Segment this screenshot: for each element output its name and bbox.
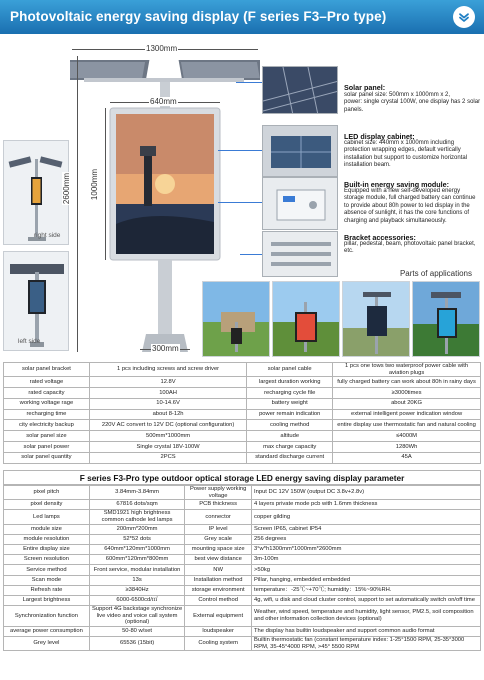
right-side-thumbnail xyxy=(3,140,72,245)
display-param-label-cell: mounting space size xyxy=(185,544,252,554)
battery-spec-label-cell: city electricity backup xyxy=(4,420,90,431)
application-photo-2 xyxy=(272,281,340,357)
display-param-value-cell: Front service, modular installation xyxy=(89,565,184,575)
battery-spec-value-cell: entire display use thermostatic fan and natural cooling xyxy=(333,420,481,431)
display-param-row xyxy=(4,585,481,595)
application-photo-1 xyxy=(202,281,270,357)
display-param-row xyxy=(4,595,481,605)
base-width-label: 300mm xyxy=(152,344,179,353)
display-param-label-cell: External equipment xyxy=(185,606,252,627)
display-param-value-cell: Input DC 12V 150W (output DC 3.8v+2.8v) xyxy=(252,486,481,500)
battery-spec-value-cell: about 20KG xyxy=(333,398,481,409)
energy-module-title: Built-in energy saving module: xyxy=(344,180,450,189)
display-param-row xyxy=(4,606,481,627)
led-cabinet-text: cabinet size: 440mm x 1000mm including protection wrapping edges, default vertically installation but support to customize horizontal installation beam. xyxy=(344,140,468,169)
display-param-row xyxy=(4,510,481,524)
display-param-label-cell: Largest brightness xyxy=(4,595,90,605)
battery-spec-value-cell: external intelligent power indication window xyxy=(333,409,481,420)
battery-spec-value-cell: 1280Wh xyxy=(333,441,481,452)
bracket-leader xyxy=(240,254,262,255)
display-param-row xyxy=(4,637,481,651)
display-param-row xyxy=(4,575,481,585)
display-param-value-cell: SMD1921 high brightness common cathode led lamps xyxy=(89,510,184,524)
right-side-photo xyxy=(4,141,72,245)
battery-spec-label-cell: max charge capacity xyxy=(247,441,333,452)
display-param-value-cell: 600mm*120mm*800mm xyxy=(89,555,184,565)
display-param-value-cell: >50kg xyxy=(252,565,481,575)
display-param-value-cell: 256 degrees xyxy=(252,534,481,544)
solar-panel-photo xyxy=(262,66,338,114)
display-param-label-cell: module resolution xyxy=(4,534,90,544)
panel-width-label: 1300mm xyxy=(146,44,178,53)
battery-spec-value-cell: 100AH xyxy=(89,387,246,398)
battery-spec-label-cell: battery weight xyxy=(247,398,333,409)
display-param-label-cell: Led lamps xyxy=(4,510,90,524)
battery-spec-value-cell: 220V AC convert to 12V DC (optional configuration) xyxy=(89,420,246,431)
battery-spec-row xyxy=(4,409,481,420)
page-title: Photovoltaic energy saving display (F series F3–Pro type) xyxy=(10,9,387,24)
display-param-label-cell: Power supply working voltage xyxy=(185,486,252,500)
battery-spec-value-cell: ≥3000times xyxy=(333,387,481,398)
chevron-down-icon xyxy=(457,10,471,24)
solar-panel-text: solar panel size: 500mm x 1000mm x 2, power: single crystal 100W, one display has 2 solar panels. xyxy=(344,92,481,113)
cabinet-width-label: 640mm xyxy=(150,97,177,106)
solar-panel-title: Solar panel: xyxy=(344,83,386,92)
display-param-label-cell: Grey scale xyxy=(185,534,252,544)
solar-panel-leader xyxy=(236,82,262,83)
energy-module-leader xyxy=(218,202,262,203)
cabinet-height-label: 1000mm xyxy=(90,168,100,201)
solar-panels xyxy=(70,60,260,82)
battery-spec-label-cell: recharging cycle file xyxy=(247,387,333,398)
battery-spec-row xyxy=(4,452,481,463)
display-parameter-table xyxy=(3,470,481,651)
battery-spec-label-cell: solar panel quantity xyxy=(4,452,90,463)
battery-spec-row xyxy=(4,387,481,398)
battery-spec-value-cell: about 8-12h xyxy=(89,409,246,420)
battery-spec-value-cell: 12.8V xyxy=(89,377,246,388)
display-param-value-cell: The display has builtin loudspeaker and support common audio format xyxy=(252,626,481,636)
battery-spec-label-cell: cooling method xyxy=(247,420,333,431)
battery-spec-row xyxy=(4,420,481,431)
display-param-value-cell: ≥3840Hz xyxy=(89,585,184,595)
display-param-label-cell: module size xyxy=(4,524,90,534)
display-param-label-cell: Grey level xyxy=(4,637,90,651)
bracket-photo xyxy=(262,231,338,277)
display-param-value-cell: Screen IP65, cabinet IP54 xyxy=(252,524,481,534)
display-param-row xyxy=(4,534,481,544)
left-side-thumbnail xyxy=(3,251,69,351)
application-photo-3 xyxy=(342,281,410,357)
battery-spec-value-cell: 1 pcs including screws and screw driver xyxy=(89,363,246,377)
display-param-label-cell: Service method xyxy=(4,565,90,575)
led-cabinet xyxy=(110,108,220,260)
battery-spec-label-cell: solar panel power xyxy=(4,441,90,452)
display-param-row xyxy=(4,500,481,510)
battery-spec-value-cell: 500mm*1000mm xyxy=(89,431,246,442)
battery-spec-label-cell: altitude xyxy=(247,431,333,442)
display-param-value-cell: 3°w*h1300mm*1000mm*2600mm xyxy=(252,544,481,554)
battery-spec-label-cell: solar panel cable xyxy=(247,363,333,377)
display-param-label-cell: Synchronization function xyxy=(4,606,90,627)
display-param-label-cell: average power consumption xyxy=(4,626,90,636)
display-param-row xyxy=(4,486,481,500)
display-param-label-cell: Refresh rate xyxy=(4,585,90,595)
display-param-label-cell: loudspeaker xyxy=(185,626,252,636)
display-param-row xyxy=(4,524,481,534)
display-param-value-cell: 52*52 dots xyxy=(89,534,184,544)
left-side-photo xyxy=(4,252,69,351)
battery-spec-label-cell: standard discharge current xyxy=(247,452,333,463)
display-param-value-cell: 4g, wifi, u disk and cloud cluster control, support to set automatically switch on/off time xyxy=(252,595,481,605)
display-param-row xyxy=(4,626,481,636)
display-param-label-cell: IP level xyxy=(185,524,252,534)
battery-spec-value-cell: 1 pcs one tows two waterproof power cable with aviation plugs xyxy=(333,363,481,377)
battery-spec-value-cell: 10-14.6V xyxy=(89,398,246,409)
chevron-down-circle-icon[interactable] xyxy=(453,6,475,28)
display-param-row xyxy=(4,555,481,565)
battery-spec-label-cell: working voltage rage xyxy=(4,398,90,409)
led-cabinet-leader xyxy=(218,150,262,151)
display-param-value-cell: 640mm*120mm*1000mm xyxy=(89,544,184,554)
battery-spec-label-cell: solar panel bracket xyxy=(4,363,90,377)
display-param-label-cell: Control method xyxy=(185,595,252,605)
display-param-value-cell: 4 layers private mode pcb with 1.6mm thickness xyxy=(252,500,481,510)
display-param-value-cell: 3m-100m xyxy=(252,555,481,565)
battery-spec-value-cell: fully charged battery can work about 80h in rainy days xyxy=(333,377,481,388)
battery-spec-value-cell: 2PCS xyxy=(89,452,246,463)
left-side-label: left side xyxy=(18,338,41,345)
display-param-label-cell: PCB thickness xyxy=(185,500,252,510)
battery-spec-value-cell: 45A xyxy=(333,452,481,463)
application-photo-4 xyxy=(412,281,480,357)
battery-spec-row xyxy=(4,398,481,409)
display-param-value-cell: Pillar, hanging, embedded embedded xyxy=(252,575,481,585)
display-param-label-cell: pixel density xyxy=(4,500,90,510)
display-param-label-cell: Entire display size xyxy=(4,544,90,554)
battery-spec-row xyxy=(4,441,481,452)
product-section xyxy=(0,34,484,362)
display-param-value-cell: 65536 (15bit) xyxy=(89,637,184,651)
display-param-label-cell: connector xyxy=(185,510,252,524)
display-param-label-cell: Scan mode xyxy=(4,575,90,585)
display-param-value-cell: Builtin thermostatic fan (constant temperature index: 1-25°1500 RPM, 25-35°3000 RPM, 35-45°4000 RPM, >45° 5500 RPM xyxy=(252,637,481,651)
display-param-value-cell: 13s xyxy=(89,575,184,585)
right-side-label: right side xyxy=(34,232,61,239)
energy-module-text: Equipped with a new self-developed energy storage module, full charged battery can continue to provide about 80h power to led display in the absence of sunlight, it has the core functions of charging and playback simultaneously. xyxy=(344,188,476,224)
battery-spec-value-cell: Single crystal 18V-100W xyxy=(89,441,246,452)
display-param-label-cell: best view distance xyxy=(185,555,252,565)
battery-spec-label-cell: largest duration working xyxy=(247,377,333,388)
battery-spec-value-cell: ≤4000M xyxy=(333,431,481,442)
display-param-label-cell: storage environment xyxy=(185,585,252,595)
bracket-text: pillar, pedestal, beam, photovoltaic panel bracket, etc. xyxy=(344,241,476,255)
battery-spec-label-cell: solar panel size xyxy=(4,431,90,442)
display-param-label-cell: Cooling system xyxy=(185,637,252,651)
display-param-value-cell: copper gilding xyxy=(252,510,481,524)
display-param-value-cell: 67816 dots/sqm xyxy=(89,500,184,510)
bracket-title: Bracket accessories: xyxy=(344,233,416,242)
led-cabinet-title: LED display cabinet: xyxy=(344,132,415,141)
battery-spec-table xyxy=(3,362,481,464)
battery-spec-row xyxy=(4,377,481,388)
battery-spec-label-cell: power remain indication xyxy=(247,409,333,420)
display-param-row xyxy=(4,544,481,554)
led-cabinet-photo xyxy=(262,125,338,177)
battery-spec-label-cell: recharging time xyxy=(4,409,90,420)
display-param-value-cell: 6000-6500cd/㎡ xyxy=(89,595,184,605)
battery-spec-label-cell: rated capacity xyxy=(4,387,90,398)
display-param-row xyxy=(4,565,481,575)
display-param-label-cell: pixel pitch xyxy=(4,486,90,500)
page-header xyxy=(0,0,484,34)
battery-spec-row xyxy=(4,363,481,377)
energy-module-photo xyxy=(262,177,338,230)
display-param-label-cell: Installation method xyxy=(185,575,252,585)
battery-spec-row xyxy=(4,431,481,442)
parameter-table-title: F series F3-Pro type outdoor optical storage LED energy saving display parameter xyxy=(3,470,481,485)
display-param-value-cell: temperature：-25℃~+70℃; humidity：15%~90%RH. xyxy=(252,585,481,595)
cabinet-height-line xyxy=(105,108,106,260)
display-param-label-cell: Screen resolution xyxy=(4,555,90,565)
display-param-value-cell: 3.84mm-3.84mm xyxy=(89,486,184,500)
display-param-label-cell: NW xyxy=(185,565,252,575)
display-param-value-cell: Weather, wind speed, temperature and humidity, light sensor, PM2.5, soil composition and other information collection devices (optional) xyxy=(252,606,481,627)
total-height-label: 2600mm xyxy=(62,172,72,205)
applications-title: Parts of applications xyxy=(399,269,472,278)
display-param-value-cell: Support 4G backstage synchronize live video and voice call system (optional) xyxy=(89,606,184,627)
display-param-value-cell: 200mm*200mm xyxy=(89,524,184,534)
total-height-line xyxy=(77,56,78,352)
display-param-value-cell: 50-80 w/set xyxy=(89,626,184,636)
battery-spec-label-cell: rated voltage xyxy=(4,377,90,388)
